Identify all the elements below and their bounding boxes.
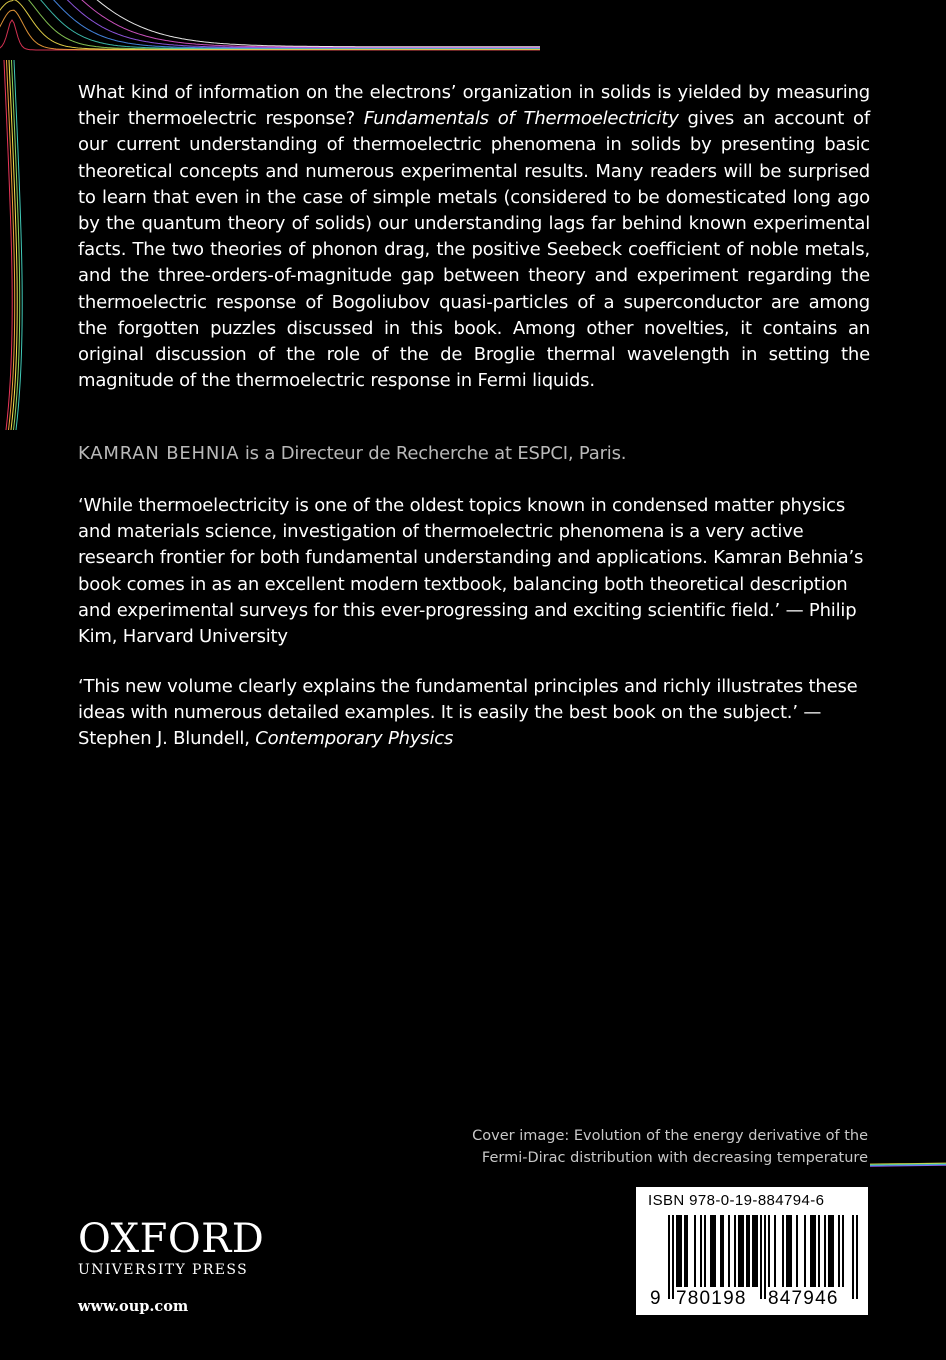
oxford-logo <box>78 1218 264 1278</box>
barcode-bar <box>678 1215 680 1287</box>
barcode-bar <box>796 1215 798 1287</box>
barcode-bar <box>838 1215 840 1287</box>
journal-name: Contemporary Physics <box>255 728 454 750</box>
barcode-digits-right: 847946 <box>768 1288 839 1309</box>
barcode-bar <box>788 1215 790 1287</box>
barcode-bar <box>768 1215 770 1287</box>
fermi-curve <box>0 0 540 47</box>
barcode-bar <box>672 1215 674 1299</box>
barcode-bar <box>686 1215 688 1287</box>
barcode-bar <box>754 1215 756 1287</box>
barcode-bar <box>756 1215 758 1287</box>
quote-attribution: — Stephen J. Blundell, <box>78 702 822 750</box>
credit-line-1: Cover image: Evolution of the energy derivative of the <box>472 1128 868 1144</box>
barcode-bar <box>676 1215 678 1287</box>
barcode-bar <box>782 1215 784 1287</box>
barcode-bar <box>720 1215 722 1287</box>
barcode-bar <box>728 1215 730 1287</box>
barcode-digits-left: 780198 <box>676 1288 747 1309</box>
barcode-bar <box>804 1215 806 1287</box>
barcode-bar <box>852 1215 854 1299</box>
barcode-bar <box>810 1215 812 1287</box>
author-name: KAMRAN BEHNIA <box>78 443 240 464</box>
barcode-bar <box>812 1215 814 1287</box>
barcode-bar <box>786 1215 788 1287</box>
barcode-bar <box>712 1215 714 1287</box>
isbn-barcode <box>636 1187 868 1315</box>
barcode-bar <box>714 1215 716 1287</box>
fermi-curve <box>0 0 540 48</box>
review-quote-blundell: ‘This new volume clearly explains the fundamental principles and richly illustrates these ideas with numerous detailed examples. It is easily the best book on the subject.’ — Stephen J. Blundell, Contemporary Physics <box>78 676 858 750</box>
publisher-name: OXFORD <box>78 1216 265 1262</box>
barcode-bar <box>824 1215 826 1287</box>
fermi-curve <box>0 0 540 48</box>
barcode-bar <box>746 1215 748 1287</box>
barcode-bar <box>790 1215 792 1287</box>
quote-attribution: — Philip Kim, Harvard University <box>78 599 857 648</box>
barcode-bar <box>684 1215 686 1287</box>
barcode-bar <box>668 1215 670 1299</box>
barcode-bar <box>842 1215 844 1287</box>
fermi-curve <box>0 0 540 47</box>
barcode-bar <box>752 1215 754 1287</box>
cover-image-credit <box>472 1125 868 1169</box>
barcode-bar <box>738 1215 740 1287</box>
barcode-bar <box>700 1215 702 1287</box>
barcode-digit-first: 9 <box>650 1288 661 1309</box>
author-bio: KAMRAN BEHNIA is a Directeur de Recherche at ESPCI, Paris. <box>78 443 627 464</box>
barcode-bar <box>694 1215 696 1287</box>
barcode-bar <box>742 1215 744 1287</box>
barcode-bar <box>740 1215 742 1287</box>
review-quote-kim: ‘While thermoelectricity is one of the oldest topics known in condensed matter physics and materials science, investigation of thermoelectric phenomena is a very active research frontier for both fundamental understanding and applications. Kamran Behnia’s book comes in as an excellent modern textbook, balancing both theoretical description and experimental surveys for this ever-progressing and exciting scientific field.’ — Philip Kim, Harvard University <box>78 495 864 648</box>
barcode-bar <box>710 1215 712 1287</box>
book-description: What kind of information on the electrons’ organization in solids is yielded by measuring their thermoelectric response? Fundamentals of Thermoelectricity gives an account of our current understanding of thermoelectric phenomena in solids by presenting basic theoretical concepts and numerous experimental results. Many readers will be surprised to learn that even in the case of simple metals (considered to be domesticated long ago by the quantum theory of solids) our understanding lags far behind known experimental facts. The two theories of phonon drag, the positive Seebeck coefficient of noble metals, and the three-orders-of-magnitude gap between theory and experiment regarding the thermoelectric response of Bogoliubov quasi-particles of a superconductor are among the forgotten puzzles discussed in this book. Among other novelties, it contains an original discussion of the role of the de Broglie thermal wavelength in setting the magnitude of the thermoelectric response in Fermi liquids. <box>78 82 870 392</box>
credit-line-2: Fermi-Dirac distribution with decreasing temperature <box>481 1150 868 1166</box>
barcode-bar <box>704 1215 706 1287</box>
barcode-bar <box>760 1215 762 1299</box>
publisher-subtitle: UNIVERSITY PRESS <box>78 1262 249 1278</box>
barcode-bar <box>830 1215 832 1287</box>
barcode-bar <box>764 1215 766 1299</box>
barcode-bar <box>722 1215 724 1287</box>
fermi-curve <box>0 0 540 48</box>
barcode-bar <box>856 1215 858 1299</box>
isbn-label: ISBN 978-0-19-884794-6 <box>648 1192 825 1209</box>
publisher-website[interactable]: www.oup.com <box>78 1298 189 1315</box>
barcode-bar <box>818 1215 820 1287</box>
book-title: Fundamentals of Thermoelectricity <box>363 108 679 130</box>
barcode-bar <box>680 1215 682 1287</box>
barcode-bar <box>774 1215 776 1287</box>
barcode-bar <box>748 1215 750 1287</box>
barcode-bar <box>828 1215 830 1287</box>
barcode-bar <box>814 1215 816 1287</box>
barcode-bar <box>734 1215 736 1287</box>
barcode-bar <box>832 1215 834 1287</box>
